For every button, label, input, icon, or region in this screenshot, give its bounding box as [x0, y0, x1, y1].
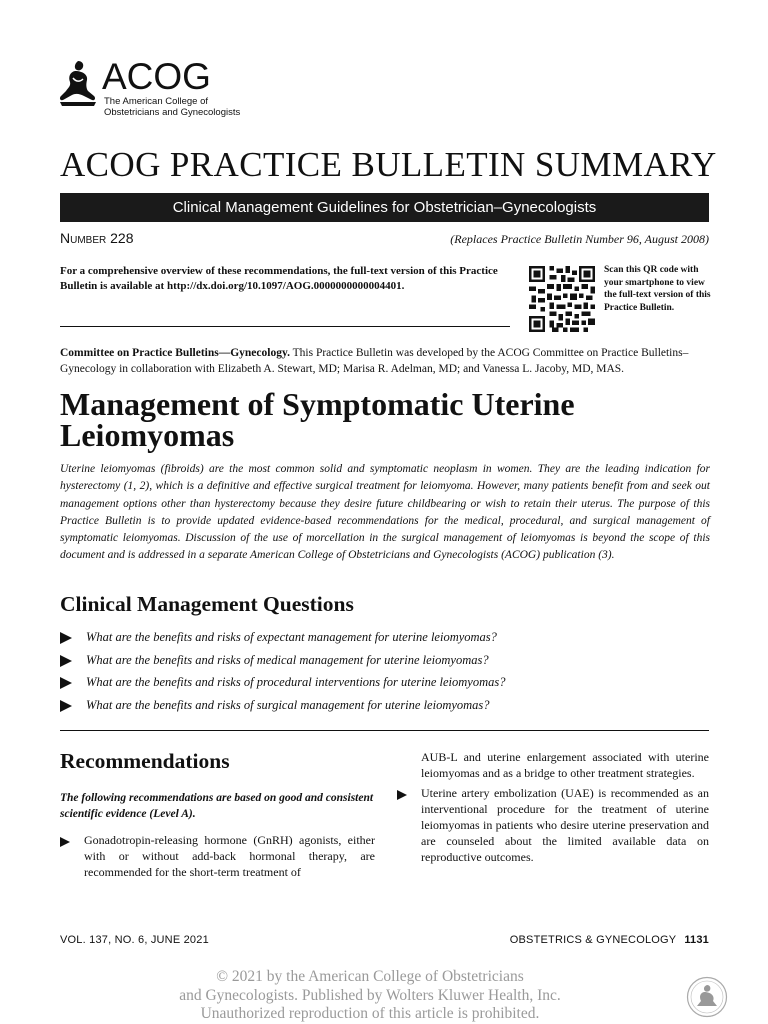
list-item: What are the benefits and risks of expectant management for uterine leiomyomas? — [60, 628, 710, 651]
journal-footer — [510, 934, 709, 946]
article-abstract: Uterine leiomyomas (fibroids) are the most common solid and symptomatic neoplasm in women. They are the leading indication for hysterectomy (1, 2), which is a definitive and effective surgical treatment for leiomyoma. However, many patients benefit from and seek out management options other than hysterectomy because they desire future childbearing or wish to retain their uterus. The purpose of this Practice Bulletin is to provide updated evidence-based recommendations for the medical, procedural, and surgical management of symptomatic leiomyomas. Discussion of the use of morcellation in the surgical management of leiomyomas is beyond the scope of this document and is addressed in a separate American College of Obstetricians and Gynecologists (ACOG) publication (3). — [60, 463, 710, 562]
list-item: Uterine artery embolization (UAE) is recommended as an interventional procedure for the treatment of uterine leiomyomas in patients who desire uterine preservation and are counseled about the limited available data on reproductive outcomes. — [397, 785, 709, 865]
article-title: Management of Symptomatic Uterine Leiomyomas — [60, 386, 575, 453]
triangle-bullet-icon — [60, 677, 72, 689]
clinical-questions-heading: Clinical Management Questions — [60, 592, 354, 616]
replaces-note: (Replaces Practice Bulletin Number 96, August 2008) — [450, 232, 709, 246]
acog-figure-icon — [58, 58, 98, 110]
section-divider — [60, 730, 709, 731]
list-item: What are the benefits and risks of medical management for uterine leiomyomas? — [60, 651, 710, 674]
number-value: 228 — [110, 230, 134, 246]
recommendations-column-2 — [397, 749, 709, 865]
journal-name: OBSTETRICS & GYNECOLOGY — [509, 934, 677, 946]
copyright-notice: © 2021 by the American College of Obstetricians and Gynecologists. Published by Wolters Kluwer Health, Inc. Unauthorized reproduction of this article is prohibited. — [179, 968, 561, 1022]
list-item: Gonadotropin-releasing hormone (GnRH) agonists, either with or without add-back hormonal therapy, are recommended for the short-term treatment of — [60, 832, 375, 880]
qr-instructions: Scan this QR code with your smartphone to view the full-text version of this Practice Bulletin. — [604, 265, 711, 313]
overview-divider — [60, 326, 510, 327]
acog-logo — [58, 56, 258, 120]
recommendation-1-start — [60, 832, 375, 880]
recommendations-heading: Recommendations — [60, 749, 230, 773]
list-item: What are the benefits and risks of procedural interventions for uterine leiomyomas? — [60, 673, 710, 696]
recommendations-intro: The following recommendations are based on good and consistent scientific evidence (Level A). — [60, 792, 374, 820]
recommendation-1-continued: AUB-L and uterine enlargement associated with uterine leiomyomas and as a bridge to other treatment strategies. — [421, 750, 709, 780]
full-text-overview: For a comprehensive overview of these recommendations, the full-text version of this Practice Bulletin is available at http://dx.doi.org/10.1097/AOG.0000000000004401. — [60, 265, 498, 292]
triangle-bullet-icon — [60, 632, 72, 644]
qr-code-icon[interactable] — [528, 266, 596, 332]
committee-text: This Practice Bulletin was developed by the ACOG Committee on Practice Bulletins–Gynecology in collaboration with Elizabeth A. Stewart, MD; Marisa R. Adelman, MD; and Vanessa L. Jacoby, MD, MAS. — [60, 347, 689, 375]
volume-info: VOL. 137, NO. 6, JUNE 2021 — [60, 934, 209, 946]
acog-seal-icon — [686, 976, 728, 1018]
guidelines-banner: Clinical Management Guidelines for Obstetrician–Gynecologists — [60, 193, 709, 222]
clinical-questions-list — [60, 628, 710, 718]
logo-subtitle: The American College of Obstetricians and Gynecologists — [104, 96, 241, 118]
committee-name: Committee on Practice Bulletins—Gynecology. — [60, 347, 290, 359]
triangle-bullet-icon — [60, 837, 70, 847]
triangle-bullet-icon — [60, 700, 72, 712]
bulletin-number — [60, 230, 133, 246]
logo-wordmark: ACOG — [102, 56, 211, 97]
bulletin-title: ACOG PRACTICE BULLETIN SUMMARY — [60, 145, 717, 184]
triangle-bullet-icon — [397, 790, 407, 800]
page-number: 1131 — [684, 934, 709, 946]
number-label: Number — [60, 230, 107, 246]
triangle-bullet-icon — [60, 655, 72, 667]
list-item: What are the benefits and risks of surgical management for uterine leiomyomas? — [60, 696, 710, 719]
committee-credit — [60, 345, 712, 377]
